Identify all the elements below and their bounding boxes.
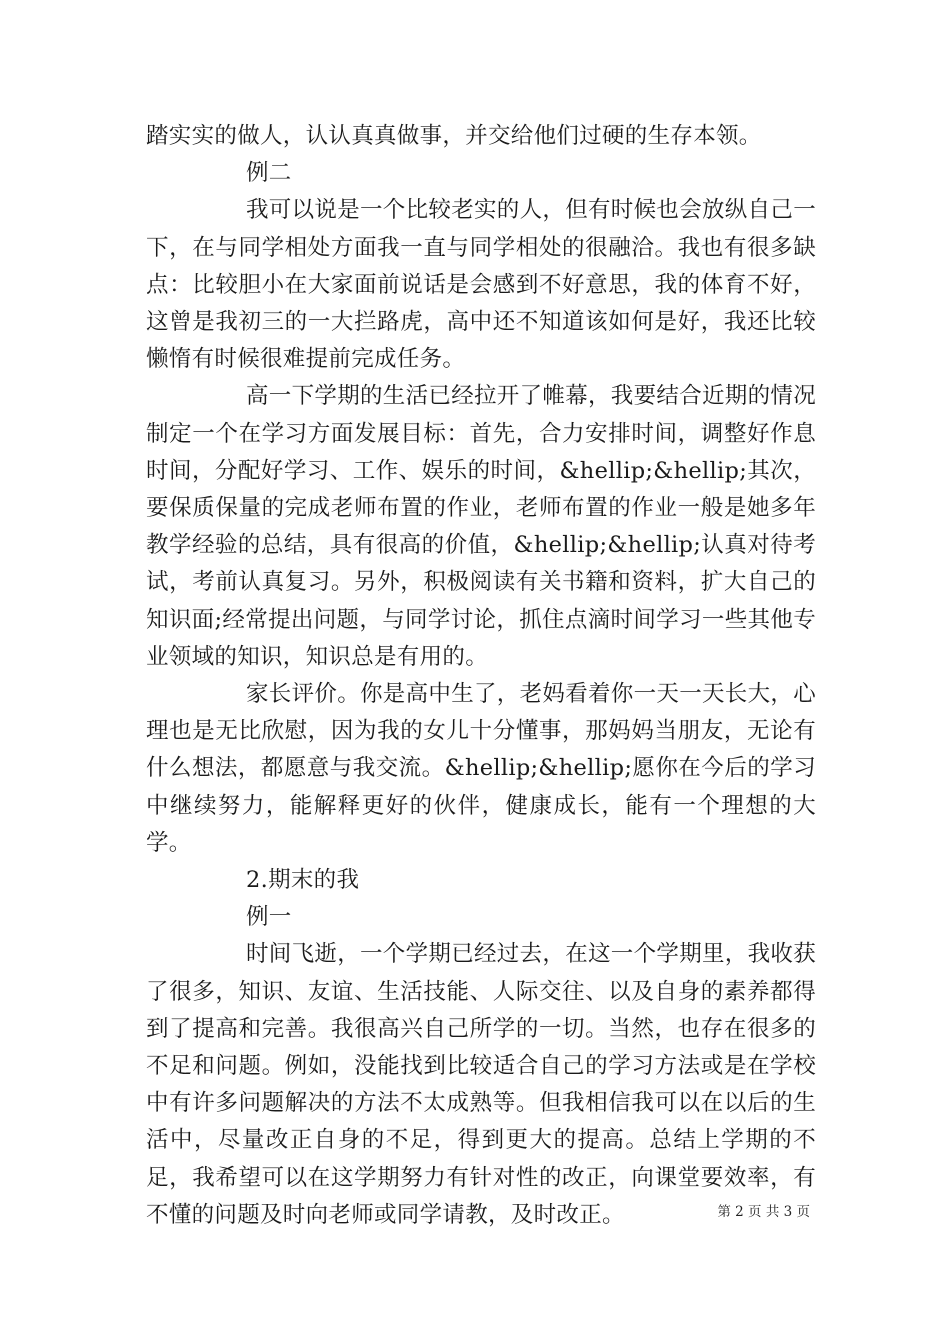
document-body	[146, 118, 816, 1234]
paragraph-parent-evaluation: 家长评价。你是高中生了，老妈看着你一天一天长大，心理也是无比欣慰，因为我的女儿十分懂事，那妈妈当朋友，无论有什么想法，都愿意与我交流。&hellip;&hellip;愿你在今后的学习中继续努力，能解释更好的伙伴，健康成长，能有一个理想的大学。	[146, 681, 817, 856]
paragraph-continuation: 踏实实的做人，认认真真做事，并交给他们过硬的生存本领。	[146, 123, 762, 149]
page-number-footer: 第 2 页 共 3 页	[717, 1204, 810, 1220]
paragraph-term-summary: 时间飞逝，一个学期已经过去，在这一个学期里，我收获了很多，知识、友谊、生活技能、人际交往、以及自身的素养都得到了提高和完善。我很高兴自己所学的一切。当然，也存在很多的不足和问题。例如，没能找到比较适合自己的学习方法或是在学校中有许多问题解决的方法不太成熟等。但我相信我可以在以后的生活中，尽量改正自身的不足，得到更大的提高。总结上学期的不足，我希望可以在这学期努力有针对性的改正，向课堂要效率，有不懂的问题及时向老师或同学请教，及时改正。	[146, 941, 817, 1228]
paragraph-self-assessment: 我可以说是一个比较老实的人，但有时候也会放纵自己一下，在与同学相处方面我一直与同学相处的很融洽。我也有很多缺点：比较胆小在大家面前说话是会感到不好意思，我的体育不好，这曾是我初三的一大拦路虎，高中还不知道该如何是好，我还比较懒惰有时候很难提前完成任务。	[146, 197, 817, 373]
section-heading-example-one: 例一	[246, 904, 292, 931]
paragraph-study-goals: 高一下学期的生活已经拉开了帷幕，我要结合近期的情况制定一个在学习方面发展目标：首先，合力安排时间，调整好作息时间，分配好学习、工作、娱乐的时间，&hellip;&hellip;其次，要保质保量的完成老师布置的作业，老师布置的作业一般是她多年教学经验的总结，具有很高的价值，&hellip;&hellip;认真对待考试，考前认真复习。另外，积极阅读有关书籍和资料，扩大自己的知识面;经常提出问题，与同学讨论，抓住点滴时间学习一些其他专业领域的知识，知识总是有用的。	[146, 383, 817, 670]
section-heading-example-two: 例二	[246, 160, 292, 187]
section-heading-end-of-term: 2.期末的我	[246, 867, 360, 894]
